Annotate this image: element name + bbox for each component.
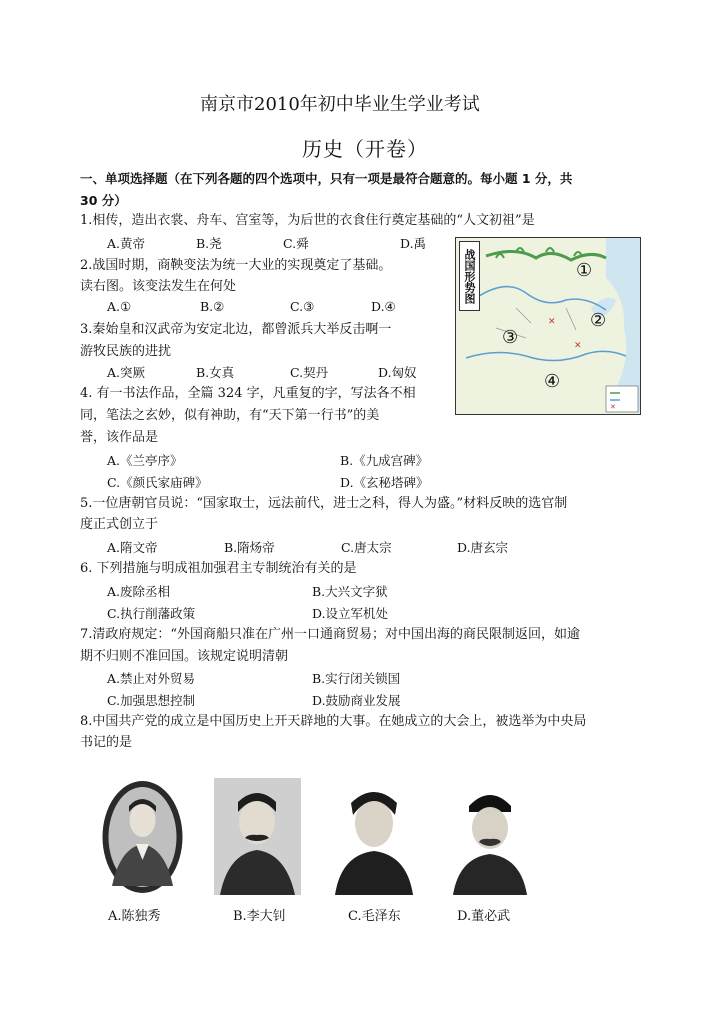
- section-heading-line1: 一、单项选择题（在下列各题的四个选项中，只有一项是最符合题意的。每小题 1 分，共: [80, 171, 573, 186]
- q5-stem-line2: 度正式创立于: [80, 517, 159, 532]
- q1-option-a: A.黄帝: [107, 236, 146, 251]
- svg-text:✕: ✕: [574, 341, 582, 351]
- q8-option-a: A.陈独秀: [108, 909, 161, 924]
- q2-option-b: B.②: [200, 299, 225, 314]
- q5-option-d: D.唐玄宗: [457, 540, 509, 555]
- q6-option-b: B.大兴文字狱: [312, 584, 388, 599]
- page-subtitle: 历史（开卷）: [302, 137, 428, 161]
- q7-option-c: C.加强思想控制: [107, 693, 196, 708]
- q8-option-b: B.李大钊: [233, 909, 286, 924]
- q2-stem-line1: 2.战国时期，商鞅变法为统一大业的实现奠定了基础。: [80, 258, 392, 273]
- portrait-mao-zedong: [331, 777, 417, 895]
- q3-option-c: C.契丹: [290, 365, 329, 380]
- q1-option-c: C.舜: [283, 236, 309, 251]
- map-title: 战国形势图: [459, 241, 480, 311]
- warring-states-map: [455, 237, 641, 415]
- svg-text:✕: ✕: [610, 403, 616, 411]
- q2-option-d: D.④: [371, 299, 396, 314]
- q3-stem-line2: 游牧民族的进扰: [80, 344, 172, 359]
- q4-option-c: C.《颜氏家庙碑》: [107, 475, 208, 490]
- q8-option-d: D.董必武: [457, 909, 511, 924]
- portrait-li-dazhao: [214, 778, 301, 895]
- q6-option-a: A.废除丞相: [107, 584, 171, 599]
- q3-option-b: B.女真: [196, 365, 235, 380]
- q2-stem-line2: 读右图。该变法发生在何处: [80, 279, 237, 294]
- portrait-chen-duxiu: [100, 778, 185, 896]
- q7-stem-line1: 7.清政府规定：“外国商船只准在广州一口通商贸易；对中国出海的商民限制返回，如逾: [80, 627, 581, 642]
- q6-option-d: D.设立军机处: [312, 606, 389, 621]
- q5-option-a: A.隋文帝: [107, 540, 158, 555]
- q1-option-b: B.尧: [196, 236, 222, 251]
- q3-stem-line1: 3.秦始皇和汉武帝为安定北边，都曾派兵大举反击啊一: [80, 322, 392, 337]
- q4-option-a: A.《兰亭序》: [107, 453, 183, 468]
- map-marker-3: ③: [502, 327, 519, 348]
- q6-option-c: C.执行削藩政策: [107, 606, 196, 621]
- q8-option-c: C.毛泽东: [348, 909, 401, 924]
- svg-text:✕: ✕: [548, 317, 556, 327]
- q7-option-a: A.禁止对外贸易: [107, 671, 196, 686]
- q7-stem-line2: 期不归则不准回国。该规定说明清朝: [80, 649, 289, 664]
- q5-option-b: B.隋炀帝: [224, 540, 275, 555]
- q4-stem-line2: 同，笔法之玄妙，似有神助，有“天下第一行书”的美: [80, 408, 380, 423]
- q2-option-c: C.③: [290, 299, 315, 314]
- map-marker-2: ②: [590, 310, 607, 331]
- q4-stem-line1: 4. 有一书法作品，全篇 324 字，凡重复的字，写法各不相: [80, 386, 416, 401]
- map-marker-1: ①: [576, 260, 593, 281]
- map-marker-4: ④: [544, 371, 561, 392]
- q2-option-a: A.①: [107, 299, 132, 314]
- q8-stem-line1: 8.中国共产党的成立是中国历史上开天辟地的大事。在她成立的大会上，被选举为中央局: [80, 714, 587, 729]
- q4-option-d: D.《玄秘塔碑》: [340, 475, 429, 490]
- q1-stem: 1.相传，造出衣裳、舟车、宫室等，为后世的衣食住行奠定基础的“人文初祖”是: [80, 213, 535, 228]
- q3-option-a: A.突厥: [107, 365, 146, 380]
- q6-stem: 6. 下列措施与明成祖加强君主专制统治有关的是: [80, 561, 357, 576]
- q7-option-b: B.实行闭关锁国: [312, 671, 401, 686]
- q5-stem-line1: 5.一位唐朝官员说：“国家取士，远法前代，进士之科，得人为盛。”材料反映的选官制: [80, 496, 568, 511]
- q4-stem-line3: 誉，该作品是: [80, 430, 159, 445]
- q5-option-c: C.唐太宗: [341, 540, 392, 555]
- q7-option-d: D.鼓励商业发展: [312, 693, 401, 708]
- portrait-dong-biwu: [449, 778, 531, 895]
- q3-option-d: D.匈奴: [378, 365, 417, 380]
- q1-option-d: D.禹: [400, 236, 427, 251]
- page-title: 南京市2010年初中毕业生学业考试: [200, 94, 480, 115]
- section-heading-line2: 30 分）: [80, 193, 127, 208]
- q4-option-b: B.《九成宫碑》: [340, 453, 429, 468]
- q8-stem-line2: 书记的是: [80, 735, 133, 750]
